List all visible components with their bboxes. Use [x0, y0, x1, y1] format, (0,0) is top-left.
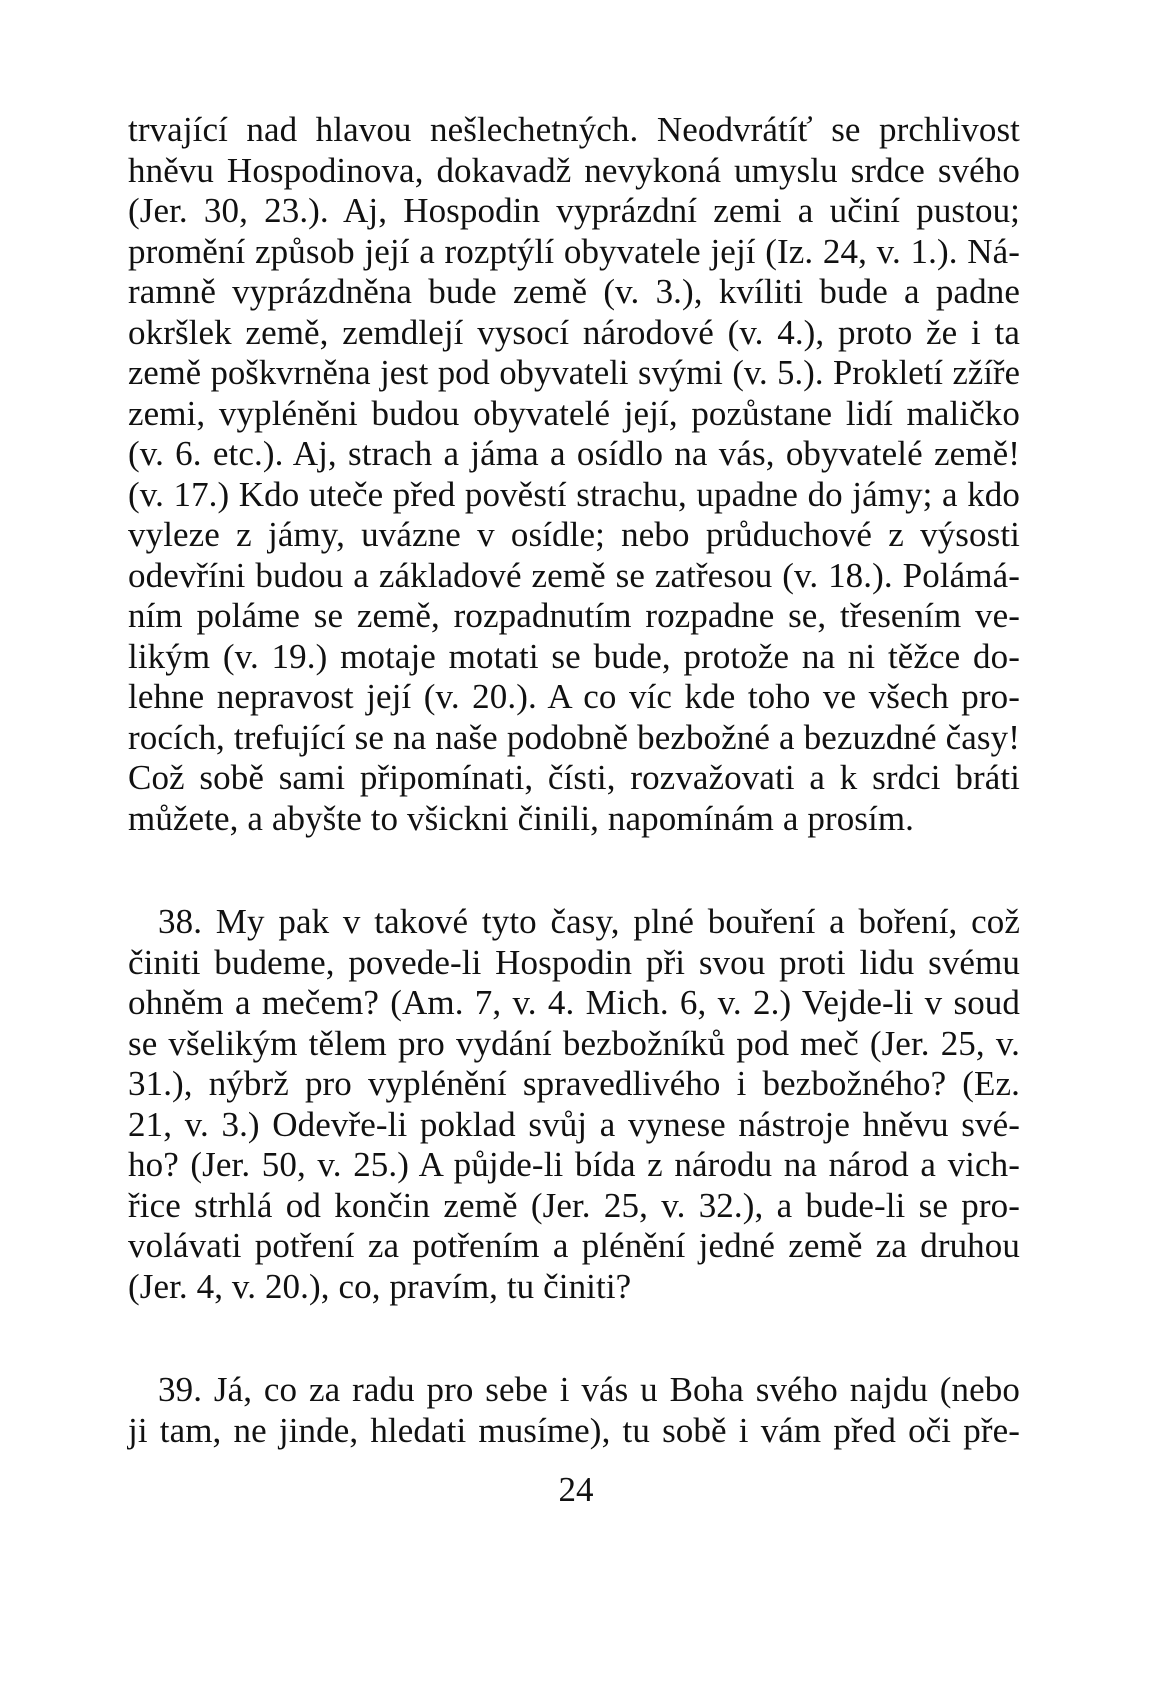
paragraph-spacer: [128, 839, 1020, 902]
text-line: vyleze z jámy, uvázne v osídle; nebo průduchové z výsosti: [128, 515, 1020, 554]
text-line: volávati potření za potřením a plénění jedné země za druhou: [128, 1226, 1020, 1265]
text-line: ho? (Jer. 50, v. 25.) A půjde-li bída z národu na národ a vich-: [128, 1145, 1020, 1184]
paragraph-38: [128, 902, 1020, 1307]
text-line: hněvu Hospodinova, dokavadž nevykoná umyslu srdce svého: [128, 150, 1020, 190]
text-line: 31.), nýbrž pro vyplénění spravedlivého i bezbožného? (Ez.: [128, 1064, 1020, 1103]
text-line: odevříni budou a základové země se zatřesou (v. 18.). Polámá-: [128, 555, 1020, 595]
text-line: země poškvrněna jest pod obyvateli svými (v. 5.). Prokletí zžíře: [128, 354, 1020, 392]
text-line: ním poláme se země, rozpadnutím rozpadne se, třesením ve-: [128, 596, 1020, 635]
paragraph-39: [128, 1370, 1020, 1451]
text-line: zemi, vypléněni budou obyvatelé její, pozůstane lidí maličko: [128, 393, 1020, 433]
paragraph-spacer: [128, 1307, 1020, 1370]
text-line: likým (v. 19.) motaje motati se bude, protože na ni těžce do-: [128, 636, 1020, 676]
text-line: ramně vyprázdněna bude země (v. 3.), kvíliti bude a padne: [128, 272, 1020, 311]
text-line: činiti budeme, povede-li Hospodin při svou proti lidu svému: [128, 942, 1020, 982]
text-line: rocích, trefující se na naše podobně bezbožné a bezuzdné časy!: [128, 717, 1020, 757]
page-number: 24: [558, 1470, 594, 1509]
text-line: okršlek země, zemdlejí vysocí národové (v. 4.), proto že i ta: [128, 312, 1020, 352]
text-line: lehne nepravost její (v. 20.). A co víc kde toho ve všech pro-: [128, 677, 1020, 716]
text-line: řice strhlá od končin země (Jer. 25, v. 32.), a bude-li se pro-: [128, 1185, 1020, 1225]
text-line: 21, v. 3.) Odevře-li poklad svůj a vynese nástroje hněvu své-: [128, 1104, 1020, 1144]
text-line: Což sobě sami připomínati, čísti, rozvažovati a k srdci bráti: [128, 758, 1020, 797]
page-text: [128, 110, 1020, 1451]
text-line: (v. 17.) Kdo uteče před pověstí strachu, upadne do jámy; a kdo: [128, 474, 1020, 514]
text-line: se všelikým tělem pro vydání bezbožníků pod meč (Jer. 25, v.: [128, 1023, 1020, 1063]
text-line: můžete, a abyšte to všickni činili, napomínám a prosím.: [128, 798, 915, 838]
text-line: 38. My pak v takové tyto časy, plné bouření a boření, což: [158, 902, 1020, 941]
text-line: (Jer. 4, v. 20.), co, pravím, tu činiti?: [128, 1266, 632, 1306]
text-line: promění způsob její a rozptýlí obyvatele její (Iz. 24, v. 1.). Ná-: [128, 231, 1020, 271]
text-line: ji tam, ne jinde, hledati musíme), tu sobě i vám před oči pře-: [128, 1410, 1020, 1450]
text-line: ohněm a mečem? (Am. 7, v. 4. Mich. 6, v. 2.) Vejde-li v soud: [128, 983, 1020, 1022]
paragraph-1: [128, 110, 1020, 839]
text-line: trvající nad hlavou nešlechetných. Neodvrátíť se prchlivost: [128, 110, 1020, 149]
text-line: (v. 6. etc.). Aj, strach a jáma a osídlo na vás, obyvatelé země!: [128, 434, 1020, 473]
text-line: 39. Já, co za radu pro sebe i vás u Boha svého najdu (nebo: [158, 1370, 1020, 1409]
text-line: (Jer. 30, 23.). Aj, Hospodin vyprázdní zemi a učiní pustou;: [128, 191, 1020, 230]
